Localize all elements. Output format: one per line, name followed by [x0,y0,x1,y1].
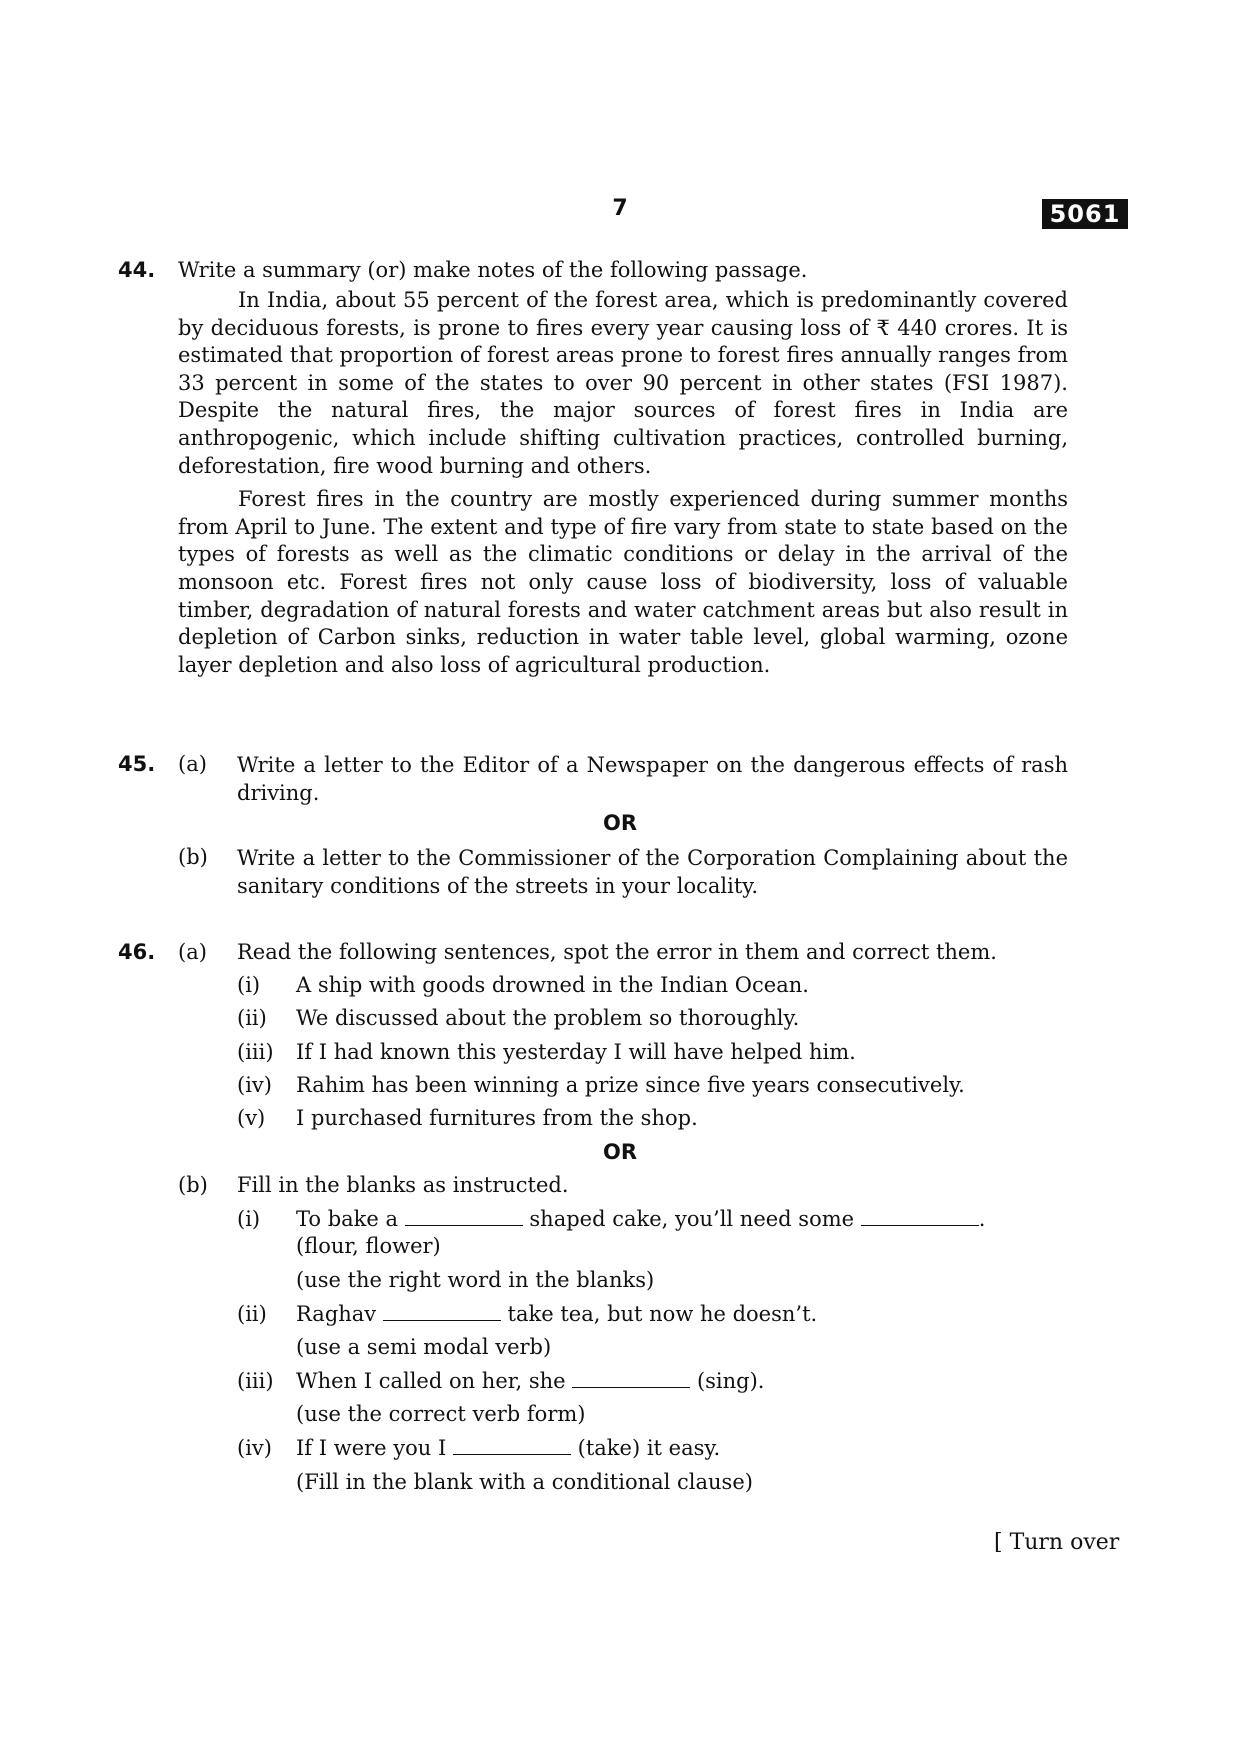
blank-line [572,1386,690,1388]
passage-paragraph-1: In India, about 55 percent of the forest area, which is predominantly covered by deciduous forests, is prone to fires every year causing loss of ₹ 440 crores. It is estimated that proportion of forest areas prone to forest fires annually ranges from 33 percent in some of the states to over 90 percent in other states (FSI 1987). Despite the natural fires, the major sources of forest fires in India are anthropogenic, which include shifting cultivation practices, controlled burning, deforestation, fire wood burning and others. [178,288,1068,478]
question-45a-label: (a) [178,752,207,776]
fill-blank-text: take tea, but now he doesn’t. [507,1302,818,1326]
list-item: A ship with goods drowned in the Indian Ocean. [296,973,809,997]
fill-blank-item [296,1436,720,1460]
fill-blank-item [296,1369,764,1393]
question-46b-text: Fill in the blanks as instructed. [237,1173,569,1197]
fill-blank-item [296,1207,985,1231]
list-item-label: (i) [237,973,261,997]
list-item-label: (iii) [237,1369,274,1393]
question-44-number: 44. [118,258,156,282]
question-45b-label: (b) [178,845,208,869]
question-45-number: 45. [118,752,156,776]
fill-blank-instruction: (use a semi modal verb) [296,1335,552,1359]
fill-blank-text: To bake a [296,1207,399,1231]
question-46-or: OR [602,1140,638,1164]
list-item-label: (v) [237,1106,266,1130]
list-item: Rahim has been winning a prize since five years consecutively. [296,1073,965,1097]
list-item-label: (iv) [237,1073,272,1097]
fill-blank-text: . [978,1207,986,1231]
fill-blank-text: If I were you I [296,1436,447,1460]
fill-blank-text: shaped cake, you’ll need some [529,1207,855,1231]
blank-line [861,1224,979,1226]
fill-blank-text: When I called on her, she [296,1369,566,1393]
blank-line [453,1453,571,1455]
list-item-label: (ii) [237,1006,267,1030]
list-item-label: (iii) [237,1040,274,1064]
list-item-label: (ii) [237,1302,267,1326]
question-46b-label: (b) [178,1173,208,1197]
question-45-or: OR [602,811,638,835]
fill-blank-text: (sing). [696,1369,765,1393]
turn-over-note: [ Turn over [994,1530,1120,1555]
fill-blank-text: Raghav [296,1302,377,1326]
passage-paragraph-2: Forest fires in the country are mostly experienced during summer months from April to June. The extent and type of fire vary from state to state based on the types of forests as well as the climatic conditions or delay in the arrival of the monsoon etc. Forest fires not only cause loss of biodiversity, loss of valuable timber, degradation of natural forests and water catchment areas but also result in depletion of Carbon sinks, reduction in water table level, global warming, ozone layer depletion and also loss of agricultural production. [178,487,1068,677]
question-44-prompt: Write a summary (or) make notes of the following passage. [178,258,808,282]
blank-line [383,1319,501,1321]
question-45b-text: Write a letter to the Commissioner of the Corporation Complaining about the sanitary conditions of the streets in your locality. [237,846,1068,898]
list-item-label: (iv) [237,1436,272,1460]
question-46a-label: (a) [178,940,207,964]
question-44-passage [178,287,1068,679]
fill-blank-instruction: (use the correct verb form) [296,1402,586,1426]
fill-blank-text: (take) it easy. [577,1436,721,1460]
blank-line [405,1224,523,1226]
question-46a-text: Read the following sentences, spot the error in them and correct them. [237,940,997,964]
fill-blank-instruction: (Fill in the blank with a conditional clause) [296,1470,753,1494]
list-item: We discussed about the problem so thoroughly. [296,1006,800,1030]
fill-blank-options: (flour, flower) [296,1234,441,1258]
page-number: 7 [612,196,628,221]
question-46-number: 46. [118,940,156,964]
fill-blank-item [296,1302,817,1326]
fill-blank-instruction: (use the right word in the blanks) [296,1268,655,1292]
question-45a-text: Write a letter to the Editor of a Newspaper on the dangerous effects of rash driving. [237,753,1068,805]
paper-code-badge: 5061 [1042,199,1128,229]
list-item: If I had known this yesterday I will have helped him. [296,1040,856,1064]
list-item: I purchased furnitures from the shop. [296,1106,698,1130]
list-item-label: (i) [237,1207,261,1231]
